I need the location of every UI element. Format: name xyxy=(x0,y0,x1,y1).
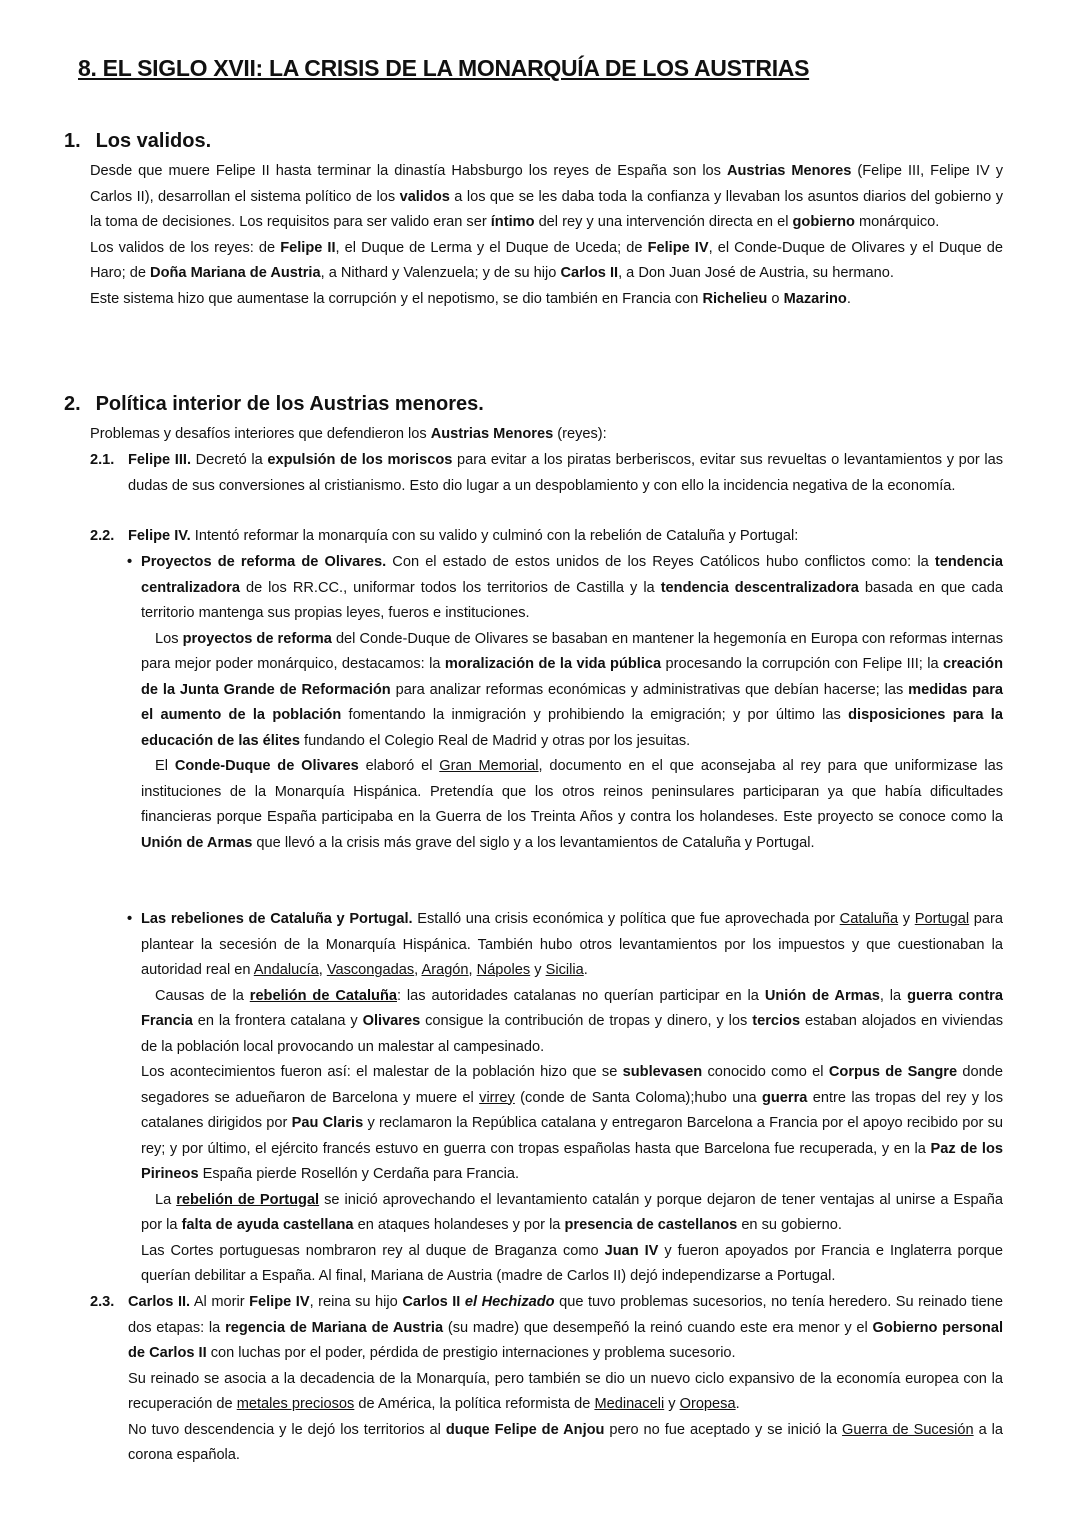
emphasized-term: Felipe IV. xyxy=(128,528,191,544)
underlined-term: Andalucía xyxy=(253,962,319,978)
underlined-term: Portugal xyxy=(914,911,970,927)
paragraph: Su reinado se asocia a la decadencia de la Monarquía, pero también se dio un nuevo ciclo expansivo de la economía europea con la recuperación de metales preciosos de América, la política reformista de Medinaceli y Oropesa. xyxy=(128,1370,1003,1412)
emphasized-term: validos xyxy=(399,188,450,205)
emphasized-term: tendencia centralizadora xyxy=(141,554,1003,596)
underlined-term: Aragón xyxy=(421,962,469,978)
paragraph: Felipe III. Decretó la expulsión de los moriscos para evitar a los piratas berberiscos, evitar sus revueltas o levantamientos y por las dudas de sus conversiones al cristianismo. Esto dio lugar a un despoblamiento y con ello la incidencia negativa de la economía. xyxy=(128,452,1003,494)
paragraph: Problemas y desafíos interiores que defendieron los Austrias Menores (reyes): xyxy=(90,426,607,442)
emphasized-term: gobierno xyxy=(792,214,855,230)
paragraph: El Conde-Duque de Olivares elaboró el Gran Memorial, documento en el que aconsejaba al rey para que uniformizase las instituciones de la Monarquía Hispánica. Pretendía que los otros reinos peninsulares participaran ya que había dificultades financieras porque España participaba en la Guerra de los Treinta Años y contra los holandeses. Este proyecto se conoce como la Unión de Armas que llevó a la crisis más grave del siglo y a los levantamientos de Cataluña y Portugal. xyxy=(141,758,1004,851)
underlined-term: Nápoles xyxy=(476,962,531,978)
paragraph: No tuvo descendencia y le dejó los territorios al duque Felipe de Anjou pero no fue aceptado y se inició la Guerra de Sucesión a la corona española. xyxy=(128,1421,1003,1463)
emphasized-term: Felipe III. xyxy=(128,452,192,468)
section-1-body xyxy=(90,159,1003,312)
emphasized-term: expulsión de los moriscos xyxy=(267,452,453,468)
emphasized-term: Corpus de Sangre xyxy=(828,1064,958,1080)
underlined-term: Oropesa xyxy=(679,1396,736,1412)
underlined-term: Sicilia xyxy=(545,962,584,978)
emphasized-term: Mazarino xyxy=(783,290,847,307)
emphasized-term: Austrias Menores xyxy=(726,163,852,179)
bullet-1-body xyxy=(141,550,1003,856)
document-title: 8. EL SIGLO XVII: LA CRISIS DE LA MONARQUÍA DE LOS AUSTRIAS xyxy=(78,55,810,81)
underlined-term: metales preciosos xyxy=(236,1396,355,1412)
section-heading-2 xyxy=(64,393,484,416)
underlined-term: rebelión de Cataluña xyxy=(249,987,397,1004)
emphasized-term: íntimo xyxy=(490,214,535,230)
underlined-term: rebelión de Portugal xyxy=(176,1191,320,1208)
emphasized-term: Richelieu xyxy=(702,290,768,307)
emphasized-term: Juan IV xyxy=(604,1242,659,1259)
emphasized-term: presencia de castellanos xyxy=(564,1217,738,1233)
emphasized-term: el Hechizado xyxy=(464,1294,555,1310)
paragraph: La rebelión de Portugal se inició aprovechando el levantamiento catalán y porque dejaron de tener ventajas al unirse a España por la falta de ayuda castellana en ataques holandeses y por la presencia de castellanos en su gobierno. xyxy=(141,1191,1003,1233)
paragraph: Felipe IV. Intentó reformar la monarquía con su valido y culminó con la rebelión de Cataluña y Portugal: xyxy=(128,528,799,544)
emphasized-term: Paz de los Pirineos xyxy=(141,1140,1003,1182)
emphasized-term: Felipe II xyxy=(280,239,336,256)
emphasized-term: tendencia descentralizadora xyxy=(660,579,859,596)
subsection-2-3-body xyxy=(128,1290,1003,1469)
emphasized-term: Las rebeliones de Cataluña y Portugal. xyxy=(141,911,413,927)
paragraph: Desde que muere Felipe II hasta terminar la dinastía Habsburgo los reyes de España son los Austrias Menores (Felipe III, Felipe IV y Carlos II), desarrollan el sistema político de los validos a los que se les daba toda la confianza y llevaban los asuntos diarios del gobierno y la toma de decisiones. Los requisitos para ser valido eran ser íntimo del rey y una intervención directa en el gobierno monárquico. xyxy=(90,163,1003,230)
emphasized-term: tercios xyxy=(752,1013,801,1029)
emphasized-term: Carlos II. xyxy=(128,1294,191,1310)
emphasized-term: Conde-Duque de Olivares xyxy=(174,758,359,774)
emphasized-term: Olivares xyxy=(362,1013,421,1029)
paragraph: Los validos de los reyes: de Felipe II, el Duque de Lerma y el Duque de Uceda; de Felipe IV, el Conde-Duque de Olivares y el Duque de Haro; de Doña Mariana de Austria, a Nithard y Valenzuela; y de su hijo Carlos II, a Don Juan José de Austria, su hermano. xyxy=(90,239,1004,281)
bullet-2-body xyxy=(141,907,1003,1290)
emphasized-term: Pau Claris xyxy=(291,1115,364,1131)
emphasized-term: Unión de Armas xyxy=(764,987,880,1004)
subsection-number: 2.1. xyxy=(90,452,115,468)
section-heading-text: Los validos. xyxy=(95,130,212,152)
emphasized-term: Felipe IV xyxy=(647,239,709,256)
underlined-term: Medinaceli xyxy=(594,1396,665,1412)
subsection-2-1-body xyxy=(128,448,1003,499)
underlined-term: virrey xyxy=(479,1089,515,1106)
emphasized-term: guerra xyxy=(761,1089,808,1106)
paragraph: Las Cortes portuguesas nombraron rey al duque de Braganza como Juan IV y fueron apoyados por Francia e Inglaterra porque querían debilitar a España. Al final, Mariana de Austria (madre de Carlos II) dejó independizarse a Portugal. xyxy=(141,1242,1004,1284)
underlined-term: Gran Memorial xyxy=(439,758,539,774)
emphasized-term: Proyectos de reforma de Olivares. xyxy=(141,554,387,570)
subsection-2-2-body xyxy=(128,524,1003,550)
subsection-number: 2.2. xyxy=(90,528,115,544)
section-heading-text: Política interior de los Austrias menores. xyxy=(95,393,484,415)
section-number: 2. xyxy=(64,393,81,415)
emphasized-term: sublevasen xyxy=(622,1064,703,1080)
emphasized-term: Carlos II xyxy=(560,265,619,281)
emphasized-term: creación de la Junta Grande de Reformación xyxy=(141,656,1004,698)
paragraph: Las rebeliones de Cataluña y Portugal. Estalló una crisis económica y política que fue aprovechada por Cataluña y Portugal para plantear la secesión de la Monarquía Hispánica. También hubo otros levantamientos por los impuestos y que cuestionaban la autoridad real en Andalucía, Vascongadas, Aragón, Nápoles y Sicilia. xyxy=(141,911,1003,978)
underlined-term: Guerra de Sucesión xyxy=(842,1421,974,1438)
emphasized-term: Gobierno personal de Carlos II xyxy=(128,1319,1003,1361)
section-2-intro xyxy=(90,422,1003,448)
paragraph: Carlos II. Al morir Felipe IV, reina su hijo Carlos II el Hechizado que tuvo problemas sucesorios, no tenía heredero. Su reinado tiene dos etapas: la regencia de Mariana de Austria (su madre) que desempeñó la reinó cuando este era menor y el Gobierno personal de Carlos II con luchas por el poder, pérdida de prestigio internaciones y problema sucesorio. xyxy=(128,1294,1004,1361)
emphasized-term: guerra contra Francia xyxy=(141,987,1003,1029)
section-heading-1 xyxy=(64,130,211,153)
underlined-term: Cataluña xyxy=(839,911,899,927)
emphasized-term: Unión de Armas xyxy=(141,834,253,851)
paragraph: Los proyectos de reforma del Conde-Duque de Olivares se basaban en mantener la hegemonía en Europa con reformas internas para mejor poder monárquico, destacamos: la moralización de la vida pública procesando la corrupción con Felipe III; la creación de la Junta Grande de Reformación para analizar reformas económicas y administrativas que debían hacerse; las medidas para el aumento de la población fomentando la inmigración y prohibiendo la emigración; y por último las disposiciones para la educación de las élites fundando el Colegio Real de Madrid y otras por los jesuitas. xyxy=(141,630,1004,749)
emphasized-term: disposiciones para la educación de las élites xyxy=(141,707,1003,749)
section-number: 1. xyxy=(64,130,81,152)
emphasized-term: regencia de Mariana de Austria xyxy=(225,1319,444,1336)
emphasized-term: Doña Mariana de Austria xyxy=(150,265,321,281)
emphasized-term: moralización de la vida pública xyxy=(444,656,662,672)
emphasized-term: Carlos II xyxy=(402,1294,465,1310)
emphasized-term: proyectos de reforma xyxy=(182,630,332,647)
paragraph: Los acontecimientos fueron así: el malestar de la población hizo que se sublevasen conocido como el Corpus de Sangre donde segadores se adueñaron de Barcelona y muere el virrey (conde de Santa Coloma);hubo una guerra entre las tropas del rey y los catalanes dirigidos por Pau Claris y reclamaron la República catalana y entregaron Barcelona a Francia por el apoyo recibido por su rey; y por último, el ejército francés estuvo en guerra con tropas españolas hasta que Barcelona fue recuperada, y en la Paz de los Pirineos España pierde Rosellón y Cerdaña para Francia. xyxy=(141,1064,1004,1182)
bullet-icon: • xyxy=(127,911,133,927)
emphasized-term: falta de ayuda castellana xyxy=(181,1217,354,1233)
underlined-term: Vascongadas xyxy=(326,962,415,978)
subsection-number: 2.3. xyxy=(90,1294,115,1310)
emphasized-term: Felipe IV xyxy=(249,1294,310,1310)
emphasized-term: medidas para el aumento de la población xyxy=(141,681,1003,723)
emphasized-term: Austrias Menores xyxy=(430,426,554,442)
bullet-icon: • xyxy=(127,554,133,570)
paragraph: Causas de la rebelión de Cataluña: las autoridades catalanas no querían participar en la Unión de Armas, la guerra contra Francia en la frontera catalana y Olivares consigue la contribución de tropas y dinero, y los tercios estaban alojados en viviendas de la población local provocando un malestar al campesinado. xyxy=(141,987,1003,1055)
paragraph: Proyectos de reforma de Olivares. Con el estado de estos unidos de los Reyes Católicos hubo conflictos como: la tendencia centralizadora de los RR.CC., uniformar todos los territorios de Castilla y la tendencia descentralizadora basada en que cada territorio mantenga sus propias leyes, fueros e instituciones. xyxy=(141,554,1003,621)
emphasized-term: duque Felipe de Anjou xyxy=(445,1421,605,1438)
paragraph: Este sistema hizo que aumentase la corrupción y el nepotismo, se dio también en Francia con Richelieu o Mazarino. xyxy=(90,290,851,307)
